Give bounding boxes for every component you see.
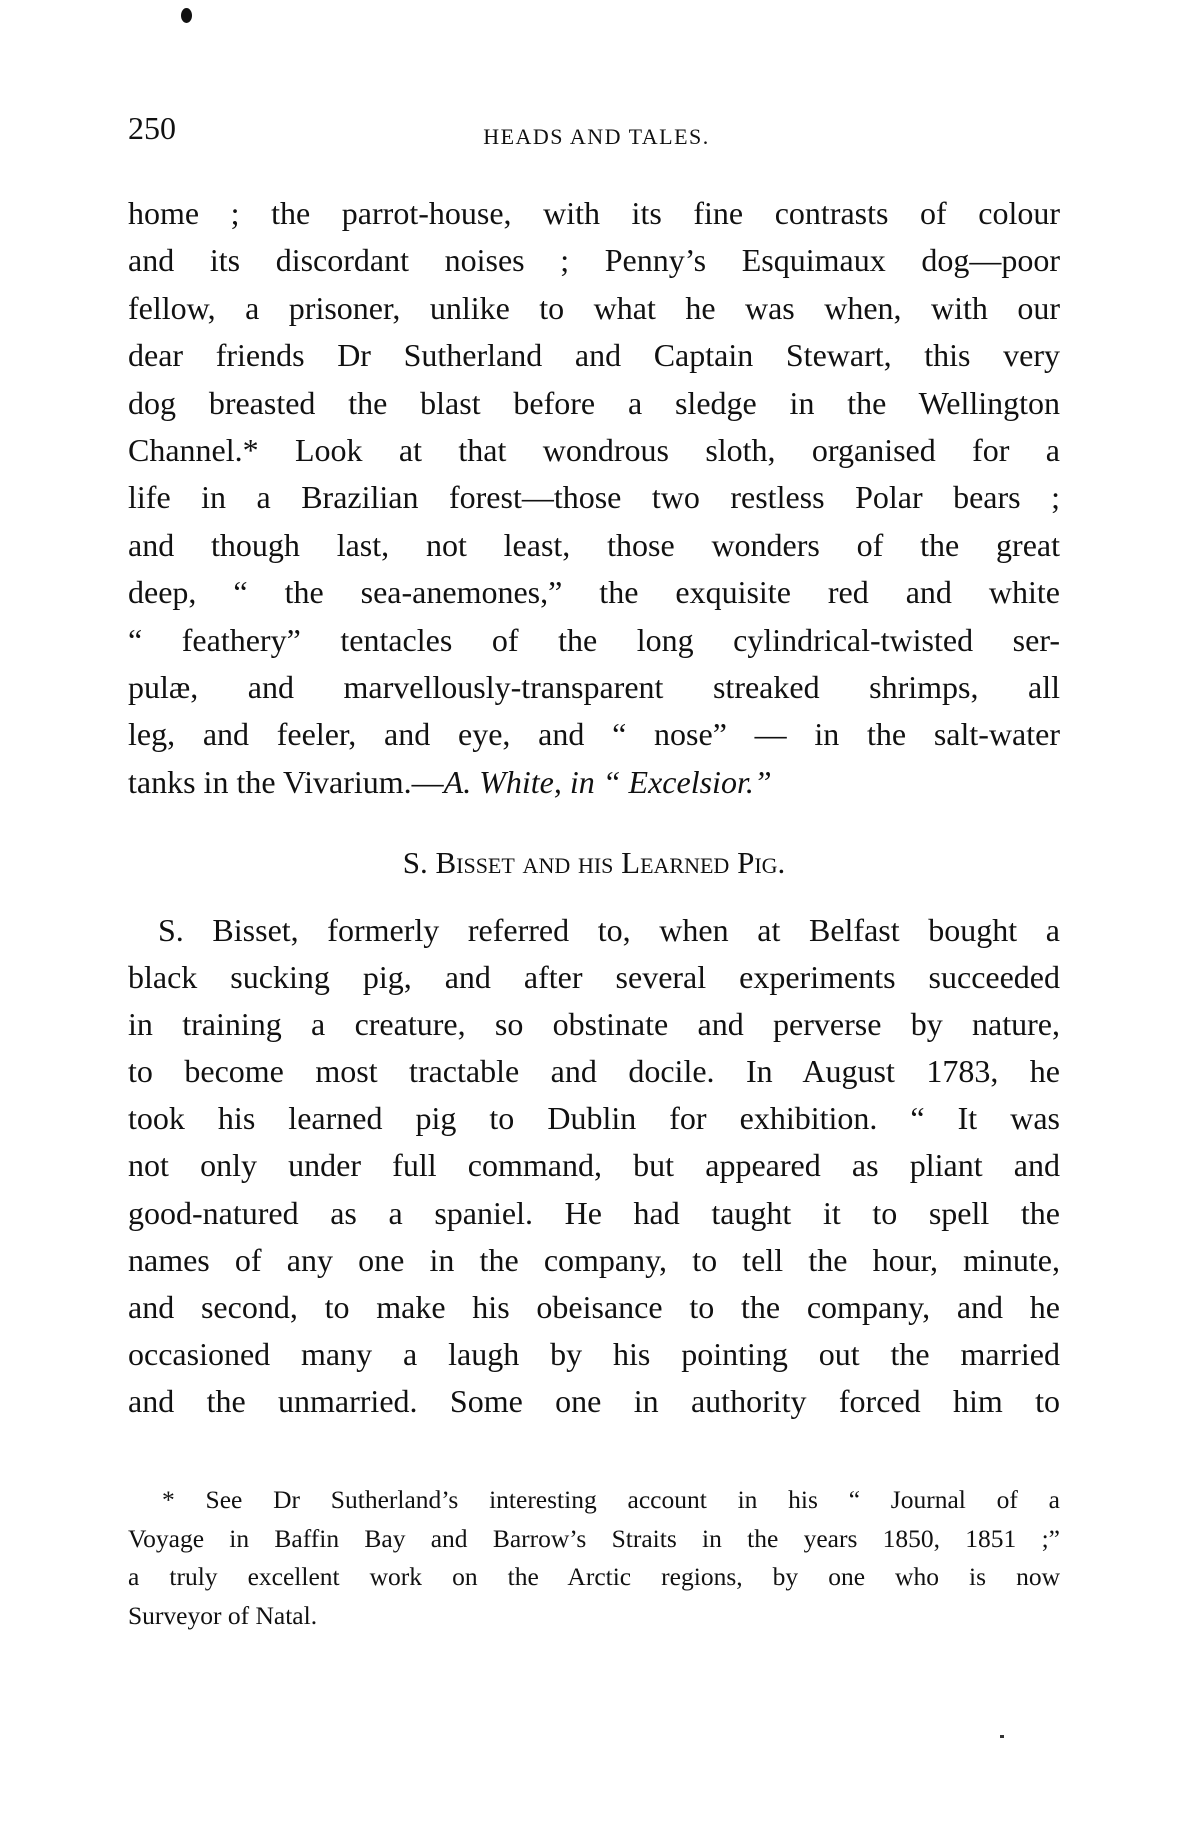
text-line: Surveyor of Natal. xyxy=(128,1601,318,1631)
text-line xyxy=(128,759,1060,806)
text-line: dog breasted the blast before a sledge in the Wellington xyxy=(128,384,1060,421)
footnote xyxy=(128,1481,1060,1636)
text-line: and though last, not least, those wonders of the great xyxy=(128,526,1060,563)
ink-blot-mark xyxy=(181,8,192,23)
text-line: life in a Brazilian forest—those two restless Polar bears ; xyxy=(128,479,1060,516)
text-line: Channel.* Look at that wondrous sloth, organised for a xyxy=(128,431,1060,468)
stray-mark xyxy=(1000,1735,1004,1738)
text-line: S. Bisset, formerly referred to, when at Belfast bought a xyxy=(158,912,1060,948)
text-line: * See Dr Sutherland’s interesting account in his “ Journal of a xyxy=(162,1485,1060,1514)
paragraph-1 xyxy=(128,190,1060,806)
text-line: a truly excellent work on the Arctic regions, by one who is now xyxy=(128,1562,1060,1592)
text-line: “ feathery” tentacles of the long cylindrical-twisted ser- xyxy=(128,621,1060,658)
text-line: leg, and feeler, and eye, and “ nose” — in the salt-water xyxy=(128,716,1060,753)
text-roman: tanks in the Vivarium.— xyxy=(128,763,444,800)
running-title: HEADS AND TALES. xyxy=(483,124,710,149)
text-line: and the unmarried. Some one in authority forced him to xyxy=(128,1382,1060,1419)
text-line: home ; the parrot-house, with its fine contrasts of colour xyxy=(128,195,1060,231)
text-line: Voyage in Baffin Bay and Barrow’s Straits in the years 1850, 1851 ;” xyxy=(128,1523,1060,1553)
text-line: dear friends Dr Sutherland and Captain Stewart, this very xyxy=(128,337,1060,374)
text-line: took his learned pig to Dublin for exhibition. “ It was xyxy=(128,1100,1060,1137)
text-line: pulæ, and marvellously-transparent streaked shrimps, all xyxy=(128,668,1060,705)
text-line: names of any one in the company, to tell the hour, minute, xyxy=(128,1241,1060,1278)
text-line: fellow, a prisoner, unlike to what he was when, with our xyxy=(128,289,1060,326)
text-line: not only under full command, but appeared as pliant and xyxy=(128,1147,1060,1184)
section-heading: S. Bisset and his Learned Pig. xyxy=(402,845,786,880)
text-line: deep, “ the sea-anemones,” the exquisite red and white xyxy=(128,574,1060,611)
attribution-italic: A. White, in “ Excelsior.” xyxy=(443,763,772,800)
page-number: 250 xyxy=(128,110,176,146)
paragraph-2 xyxy=(128,907,1060,1425)
text-line: in training a creature, so obstinate and perverse by nature, xyxy=(128,1006,1060,1043)
text-line: good-natured as a spaniel. He had taught it to spell the xyxy=(128,1194,1060,1231)
text-line: occasioned many a laugh by his pointing out the married xyxy=(128,1335,1060,1372)
text-line: black sucking pig, and after several experiments succeeded xyxy=(128,959,1060,996)
text-line: and second, to make his obeisance to the company, and he xyxy=(128,1288,1060,1325)
text-line: to become most tractable and docile. In August 1783, he xyxy=(128,1053,1060,1090)
text-line: and its discordant noises ; Penny’s Esquimaux dog—poor xyxy=(128,242,1060,279)
